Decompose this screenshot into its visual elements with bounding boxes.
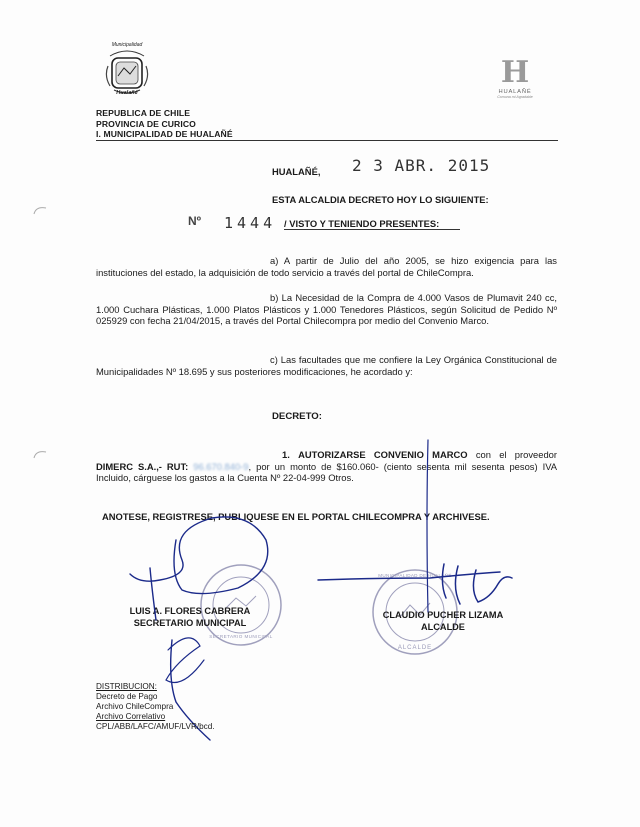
header-line-municipality: I. MUNICIPALIDAD DE HUALAÑÉ <box>96 129 233 139</box>
header-lines <box>96 108 233 140</box>
decreto-heading: DECRETO: <box>272 411 322 422</box>
header-rule <box>96 140 558 141</box>
distribution-item: Archivo Correlativo <box>96 712 166 721</box>
mayor-stamp-text-top: MUNICIPALIDAD DE HUALAÑÉ <box>378 573 452 578</box>
distribution-item: Decreto de Pago <box>96 692 158 701</box>
hualane-logo-tagline: Comuna mi Agradable <box>497 95 533 99</box>
decree-number: 1444 <box>224 214 277 232</box>
hualane-logo <box>494 55 536 99</box>
intro-heading: ESTA ALCALDIA DECRETO HOY LO SIGUIENTE: <box>272 194 489 205</box>
secretary-stamp-text: SECRETARIO MUNICIPAL <box>209 634 273 639</box>
secretary-signature-block <box>112 606 268 629</box>
secretary-name: LUIS A. FLORES CABRERA <box>129 606 251 616</box>
hualane-logo-name: HUALAÑÉ <box>498 89 532 95</box>
date-stamp: 2 3 ABR. 2015 <box>352 156 491 175</box>
distribution-item: Archivo ChileCompra <box>96 702 174 711</box>
secretary-title: SECRETARIO MUNICIPAL <box>133 617 247 628</box>
punch-mark-icon <box>30 444 50 464</box>
visto-heading: / VISTO Y TENIENDO PRESENTES: <box>284 218 440 229</box>
distribution-title: DISTRIBUCION: <box>96 682 157 691</box>
mayor-name: CLAUDIO PUCHER LIZAMA <box>382 610 504 620</box>
hualane-logo-mark-icon: H <box>500 55 530 90</box>
coat-of-arms-bottom-label: Hualañé <box>116 90 138 96</box>
closing-statement: ANOTESE, REGISTRESE, PUBLIQUESE EN EL PORTAL CHILECOMPRA Y ARCHIVESE. <box>102 511 490 522</box>
header-line-province: PROVINCIA DE CURICO <box>96 118 196 129</box>
consideration-b: b) La Necesidad de la Compra de 4.000 Vasos de Plumavit 240 cc, 1.000 Cuchara Plásticas, 1.000 Platos Plásticos y 1.000 Tenedores Plásticos, según Solicitud de Pedido Nº 025929 con fecha 21/04/2015, a través del Portal Chilecompra por medio del Convenio Marco. <box>96 292 557 327</box>
resolution-text-1: con el proveedor <box>475 449 557 460</box>
punch-mark-icon <box>30 200 50 220</box>
consideration-a: a) A partir de Julio del año 2005, se hizo exigencia para las instituciones del estado, la adquisición de todo servicio a través del portal de ChileCompra. <box>96 255 557 278</box>
mayor-stamp-text-bottom: ALCALDE <box>397 645 433 651</box>
resolution-title: AUTORIZARSE CONVENIO MARCO <box>298 449 468 460</box>
coat-of-arms-top-label: Municipalidad <box>111 42 143 48</box>
distribution-block <box>96 682 215 732</box>
visto-underline <box>284 229 460 230</box>
resolution-number: 1. <box>282 449 290 460</box>
mayor-title: ALCALDE <box>421 621 465 632</box>
supplier-name: DIMERC S.A.,- RUT: <box>96 460 189 472</box>
resolution-text-2: , por un monto de $160.060- (ciento sesenta mil sesenta pesos) IVA Incluido, cárguese los gastos a la Cuenta Nº 22-04-999 Otros. <box>96 460 558 484</box>
distribution-item: CPL/ABB/LAFC/AMUF/LVR/bcd. <box>96 722 215 731</box>
header-line-republic: REPUBLICA DE CHILE <box>96 108 191 118</box>
supplier-rut-redacted: 96.670.840-9 <box>193 460 249 472</box>
mayor-signature-block <box>362 610 524 633</box>
consideration-c: c) Las facultades que me confiere la Ley Orgánica Constitucional de Municipalidades Nº 18.695 y sus posteriores modificaciones, he acordado y: <box>96 354 557 377</box>
secretary-stamp <box>196 560 286 650</box>
decree-number-prefix: Nº <box>188 214 202 228</box>
place-label: HUALAÑÉ, <box>272 166 321 177</box>
resolution-paragraph <box>96 449 557 484</box>
